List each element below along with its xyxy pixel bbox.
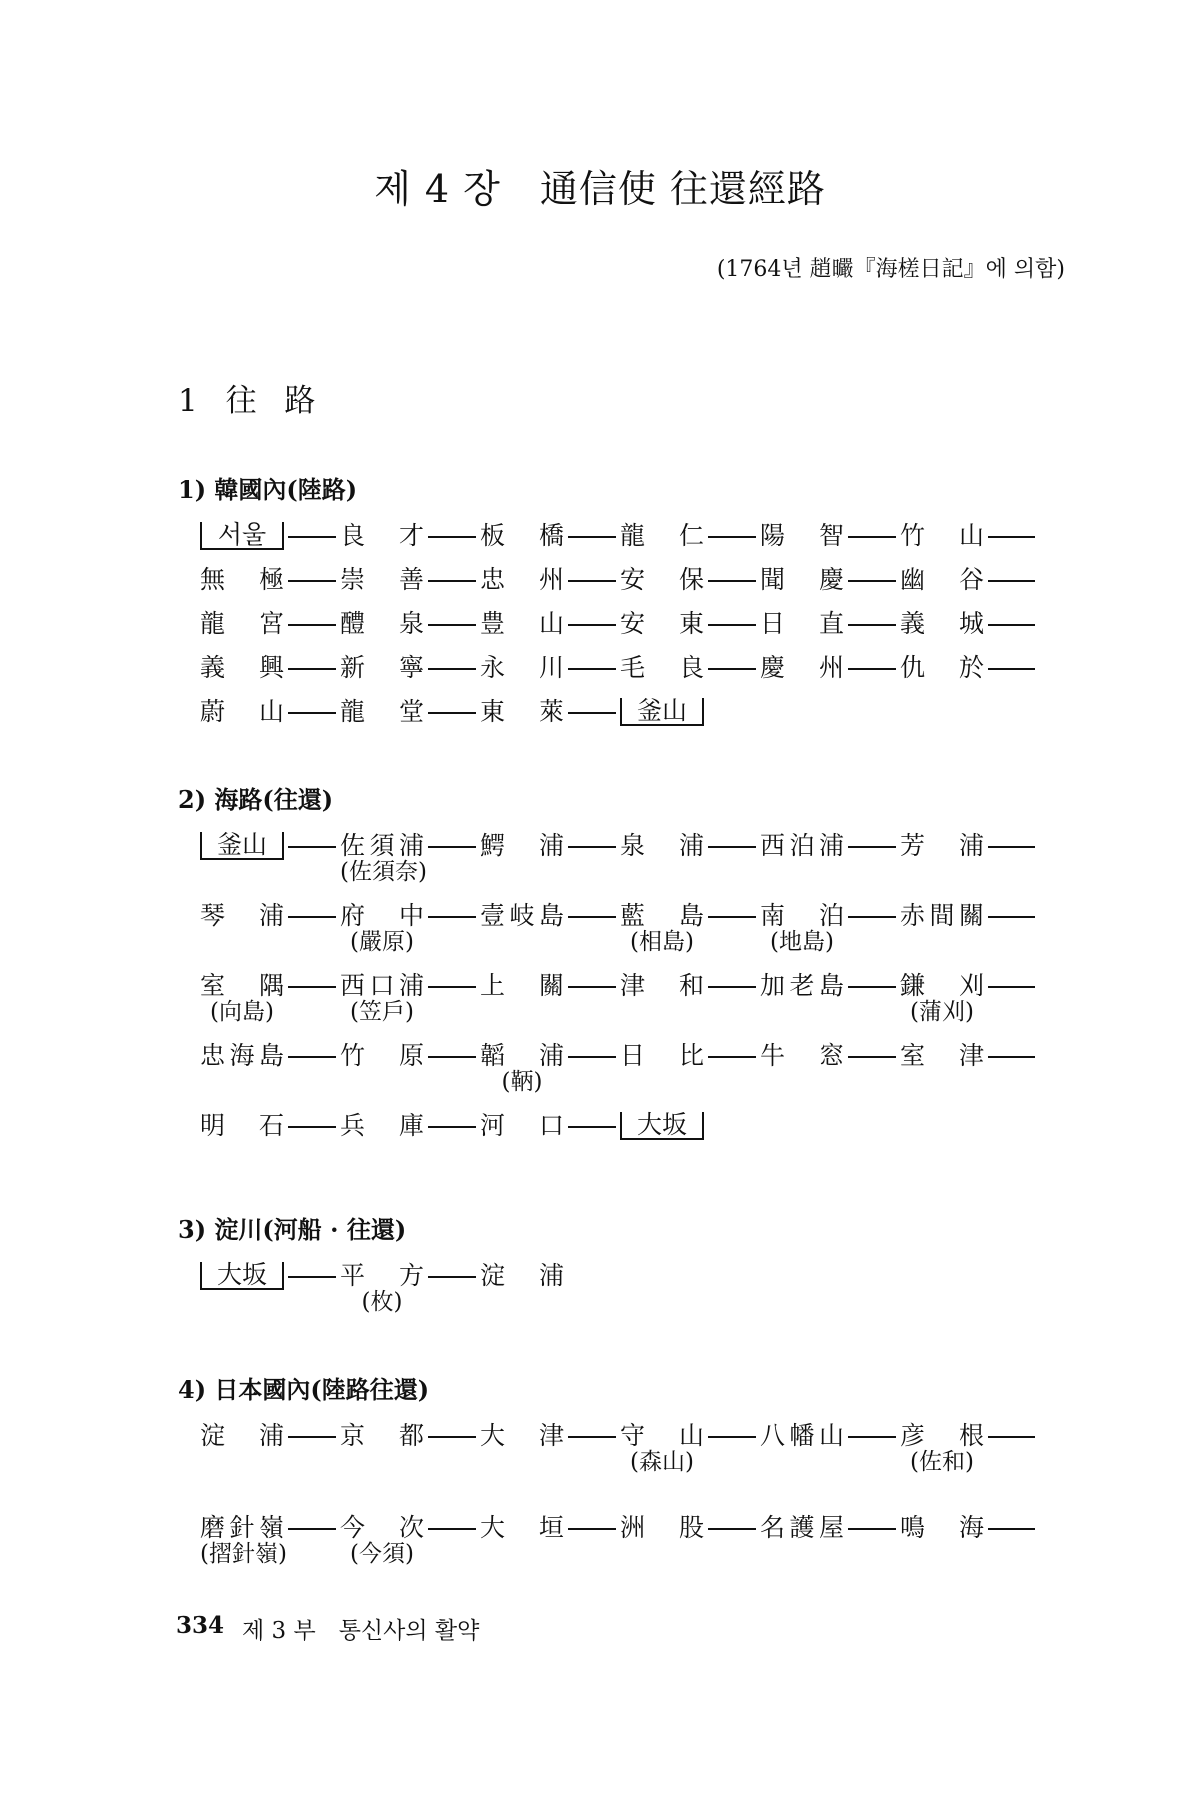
route-connector	[428, 624, 476, 626]
route-stop: 赤間關	[900, 901, 984, 930]
route-stop: 佐須浦	[340, 831, 424, 860]
route-connector	[848, 1056, 896, 1058]
route-stop-alt-name: (嚴原)	[350, 929, 414, 955]
route-stop-alt-name: (相島)	[630, 929, 694, 955]
route-stop: 河口	[480, 1111, 564, 1140]
route-stop: 竹原	[340, 1041, 424, 1070]
route-connector	[428, 1436, 476, 1438]
route-connector	[288, 846, 336, 848]
route-connector	[848, 580, 896, 582]
route-stop: 洲股	[620, 1513, 704, 1542]
route-stop: 名護屋	[760, 1513, 844, 1542]
route-stop: 豊山	[480, 609, 564, 638]
route-stop: 淀浦	[200, 1421, 284, 1450]
route-stop-alt-name: (枚)	[361, 1289, 403, 1315]
route-stop-boxed: 釜山	[620, 698, 704, 726]
route-connector	[708, 1436, 756, 1438]
route-stop: 京都	[340, 1421, 424, 1450]
route-stop: 忠州	[480, 565, 564, 594]
route-connector	[288, 1528, 336, 1530]
route-connector	[428, 1056, 476, 1058]
route-connector	[568, 1528, 616, 1530]
route-stop: 陽智	[760, 521, 844, 550]
route-stop: 壹岐島	[480, 901, 564, 930]
route-stop-alt-name: (佐須奈)	[340, 859, 427, 885]
route-connector	[848, 1436, 896, 1438]
route-stop: 板橋	[480, 521, 564, 550]
route-stop: 幽谷	[900, 565, 984, 594]
route-stop: 永川	[480, 653, 564, 682]
route-connector	[428, 668, 476, 670]
route-stop: 加老島	[760, 971, 844, 1000]
route-connector	[568, 580, 616, 582]
route-connector	[568, 1056, 616, 1058]
route-stop: 室隅	[200, 971, 284, 1000]
route-stop-alt-name: (鞆)	[501, 1069, 543, 1095]
route-connector	[568, 1126, 616, 1128]
subsection-title: 2) 海路(往還)	[178, 785, 334, 814]
route-connector	[568, 536, 616, 538]
route-connector	[708, 624, 756, 626]
route-stop: 磨針嶺	[200, 1513, 284, 1542]
route-connector	[288, 1056, 336, 1058]
route-stop: 龍宮	[200, 609, 284, 638]
route-stop: 忠海島	[200, 1041, 284, 1070]
route-connector	[428, 986, 476, 988]
route-stop-alt-name: (佐和)	[910, 1449, 974, 1475]
footer-page-number: 334	[176, 1612, 225, 1639]
route-connector	[848, 536, 896, 538]
route-stop-boxed: 大坂	[620, 1112, 704, 1140]
route-stop-alt-name: (森山)	[630, 1449, 694, 1475]
route-connector	[848, 986, 896, 988]
subsection-title: 4) 日本國內(陸路往還)	[178, 1375, 430, 1404]
route-connector	[848, 668, 896, 670]
route-stop: 毛良	[620, 653, 704, 682]
route-connector	[428, 916, 476, 918]
route-connector	[288, 1126, 336, 1128]
route-connector	[988, 1056, 1035, 1058]
route-stop-boxed: 大坂	[200, 1262, 284, 1290]
route-stop: 琴浦	[200, 901, 284, 930]
route-stop: 兵庫	[340, 1111, 424, 1140]
route-connector	[428, 1528, 476, 1530]
route-stop: 醴泉	[340, 609, 424, 638]
route-connector	[288, 668, 336, 670]
route-stop: 大垣	[480, 1513, 564, 1542]
route-stop: 今次	[340, 1513, 424, 1542]
route-stop-boxed: 서울	[200, 522, 284, 550]
route-connector	[848, 846, 896, 848]
route-stop-alt-name: (地島)	[770, 929, 834, 955]
route-connector	[568, 916, 616, 918]
chapter-title: 제 4 장 通信使 往還經路	[374, 167, 826, 211]
route-stop: 聞慶	[760, 565, 844, 594]
route-connector	[988, 624, 1035, 626]
route-stop: 南泊	[760, 901, 844, 930]
route-connector	[428, 580, 476, 582]
route-stop: 仇於	[900, 653, 984, 682]
route-connector	[288, 916, 336, 918]
route-connector	[288, 986, 336, 988]
route-stop-alt-name: (笠戶)	[350, 999, 414, 1025]
route-stop: 明石	[200, 1111, 284, 1140]
route-stop-alt-name: (今須)	[350, 1541, 414, 1567]
route-connector	[568, 1436, 616, 1438]
source-note: (1764년 趙曮『海槎日記』에 의함)	[716, 257, 1065, 282]
route-stop: 府中	[340, 901, 424, 930]
route-connector	[988, 580, 1035, 582]
route-stop: 竹山	[900, 521, 984, 550]
route-connector	[288, 712, 336, 714]
subsection-title: 3) 淀川(河船 · 往還)	[178, 1215, 407, 1244]
route-stop: 藍島	[620, 901, 704, 930]
route-stop: 龍堂	[340, 697, 424, 726]
route-stop: 淀浦	[480, 1261, 564, 1290]
route-stop: 鳴海	[900, 1513, 984, 1542]
route-connector	[568, 846, 616, 848]
route-stop: 東萊	[480, 697, 564, 726]
route-stop: 韜浦	[480, 1041, 564, 1070]
route-connector	[848, 624, 896, 626]
route-connector	[568, 986, 616, 988]
route-connector	[428, 846, 476, 848]
route-stop-alt-name: (蒲刈)	[910, 999, 974, 1025]
route-stop: 義興	[200, 653, 284, 682]
route-stop: 八幡山	[760, 1421, 844, 1450]
route-stop: 安保	[620, 565, 704, 594]
route-stop: 日比	[620, 1041, 704, 1070]
route-connector	[288, 580, 336, 582]
route-stop-alt-name: (向島)	[210, 999, 274, 1025]
route-stop: 安東	[620, 609, 704, 638]
route-connector	[428, 712, 476, 714]
route-stop: 無極	[200, 565, 284, 594]
route-connector	[988, 668, 1035, 670]
route-connector	[428, 536, 476, 538]
route-connector	[988, 1528, 1035, 1530]
route-stop-boxed: 釜山	[200, 832, 284, 860]
route-connector	[848, 916, 896, 918]
route-connector	[428, 1276, 476, 1278]
subsection-title: 1) 韓國內(陸路)	[178, 475, 358, 504]
route-stop: 大津	[480, 1421, 564, 1450]
route-stop: 牛窓	[760, 1041, 844, 1070]
route-stop: 鰐浦	[480, 831, 564, 860]
route-connector	[568, 712, 616, 714]
route-stop: 西泊浦	[760, 831, 844, 860]
route-stop: 良才	[340, 521, 424, 550]
route-connector	[988, 536, 1035, 538]
route-connector	[708, 916, 756, 918]
route-connector	[288, 536, 336, 538]
route-connector	[288, 624, 336, 626]
route-connector	[988, 986, 1035, 988]
route-connector	[848, 1528, 896, 1530]
route-stop: 鎌刈	[900, 971, 984, 1000]
route-stop: 上關	[480, 971, 564, 1000]
route-stop: 彦根	[900, 1421, 984, 1450]
section-title: 1 往 路	[178, 383, 316, 419]
route-stop: 津和	[620, 971, 704, 1000]
route-connector	[568, 624, 616, 626]
route-stop: 西口浦	[340, 971, 424, 1000]
route-stop: 泉浦	[620, 831, 704, 860]
route-connector	[988, 916, 1035, 918]
route-stop: 芳浦	[900, 831, 984, 860]
route-stop: 守山	[620, 1421, 704, 1450]
route-connector	[708, 1056, 756, 1058]
route-stop: 義城	[900, 609, 984, 638]
route-stop: 平方	[340, 1261, 424, 1290]
route-stop: 龍仁	[620, 521, 704, 550]
route-connector	[568, 668, 616, 670]
route-connector	[708, 536, 756, 538]
route-connector	[708, 580, 756, 582]
route-connector	[288, 1276, 336, 1278]
route-connector	[428, 1126, 476, 1128]
route-stop: 室津	[900, 1041, 984, 1070]
route-stop: 慶州	[760, 653, 844, 682]
route-connector	[708, 846, 756, 848]
route-stop-alt-name: (摺針嶺)	[200, 1541, 287, 1567]
route-connector	[288, 1436, 336, 1438]
route-connector	[708, 986, 756, 988]
route-connector	[708, 668, 756, 670]
route-stop: 崇善	[340, 565, 424, 594]
route-stop: 新寧	[340, 653, 424, 682]
footer-part-title: 제 3 부 통신사의 활약	[242, 1618, 480, 1644]
route-connector	[988, 846, 1035, 848]
route-connector	[708, 1528, 756, 1530]
route-stop: 日直	[760, 609, 844, 638]
route-connector	[988, 1436, 1035, 1438]
route-stop: 蔚山	[200, 697, 284, 726]
